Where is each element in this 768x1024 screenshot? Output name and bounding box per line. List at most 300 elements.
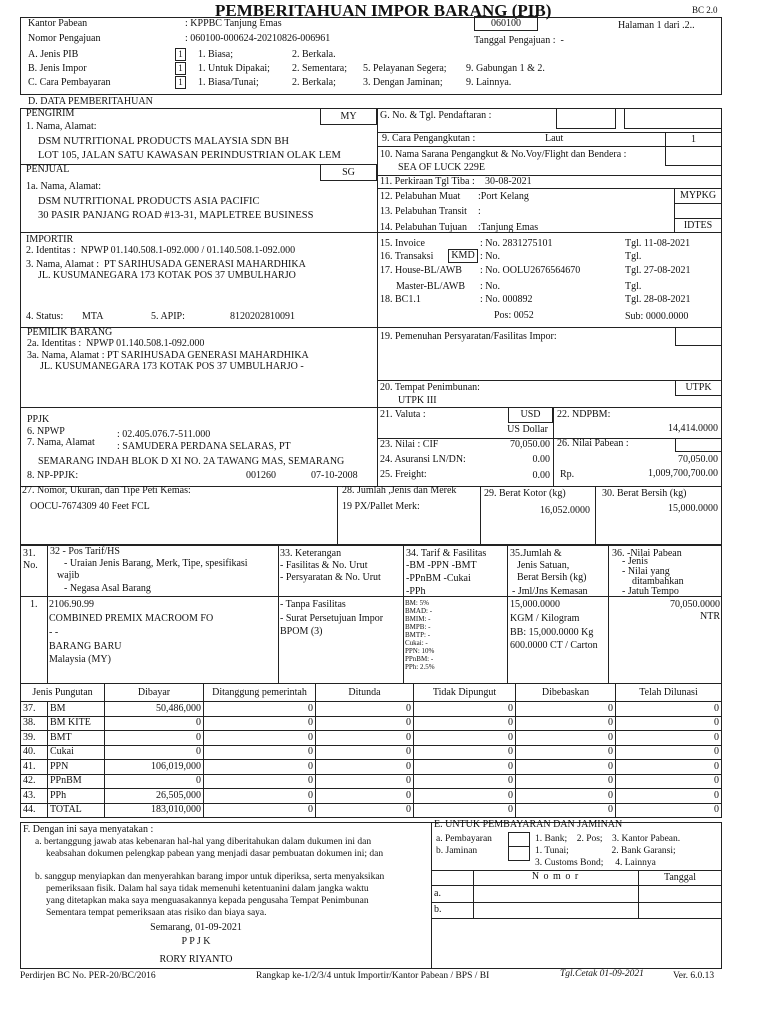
jaminan-options-2: 3. Customs Bond; 4. Lainnya <box>535 858 656 868</box>
row-number: 39. <box>21 731 48 746</box>
row-a-label: a. <box>434 888 441 899</box>
ppjk-npwp: : 02.405.076.7-511.000 <box>117 429 211 440</box>
h36: 36. -Nilai Pabean <box>612 548 682 559</box>
nomor-header: N o m o r <box>531 871 580 882</box>
f21-label: 21. Valuta : <box>380 409 426 420</box>
nomor-value: : 060100-000624-20210826-006961 <box>185 33 331 44</box>
h36: ditambahkan <box>632 576 684 587</box>
importir-id-label: 2. Identitas : <box>26 245 76 256</box>
f18-tgl: Tgl. 28-08-2021 <box>625 294 691 305</box>
jenis-pib-opt-2: 2. Berkala. <box>292 49 336 60</box>
pemilik-name-label: 3a. Nama, Alamat : <box>27 350 105 361</box>
master-tgl: Tgl. <box>625 281 642 292</box>
pungutan-name: BM <box>48 702 105 717</box>
f14-value: :Tanjung Emas <box>478 222 539 233</box>
pemilik-name-value: PT SARIHUSADA GENERASI MAHARDHIKA <box>106 350 309 361</box>
amount-cell: 0 <box>516 803 616 818</box>
cara-bayar-opt-2: 2. Berkala; <box>292 77 336 88</box>
amount-cell: 0 <box>616 774 722 789</box>
f16-code: KMD <box>448 249 478 263</box>
pengirim-address: LOT 105, JALAN SATU KAWASAN PERINDUSTRIAN OLAK LEM <box>38 150 341 161</box>
cara-bayar-opt-9: 9. Lainnya. <box>466 77 512 88</box>
f16-tgl: Tgl. <box>625 251 642 262</box>
h34: -PPh <box>406 586 426 597</box>
table-row <box>21 774 722 789</box>
f13-value: : <box>478 206 481 217</box>
column-header: Telah Dilunasi <box>616 684 722 702</box>
pemilik-id-value: NPWP 01.140.508.1-092.000 <box>86 338 205 349</box>
divider <box>337 486 338 545</box>
h36: - Jatuh Tempo <box>622 586 679 597</box>
f17-no: : No. OOLU2676564670 <box>480 265 581 276</box>
amount-cell: 0 <box>616 789 722 804</box>
h32: 32 - Pos Tarif/HS <box>50 546 120 557</box>
g-label: G. No. & Tgl. Pendaftaran : <box>380 110 492 121</box>
h33: 33. Keterangan <box>280 548 342 559</box>
penjual-label: PENJUAL <box>26 164 70 175</box>
f21-code: USD <box>508 407 553 423</box>
amount-cell: 0 <box>204 774 316 789</box>
f11-label: 11. Perkiraan Tgl Tiba : <box>380 176 475 187</box>
importir-label: IMPORTIR <box>26 234 74 245</box>
pungutan-table <box>20 683 722 818</box>
jenis-pib-opt-1: 1. Biasa; <box>198 49 233 60</box>
amount-cell: 0 <box>616 702 722 717</box>
amount-cell: 0 <box>616 760 722 775</box>
f17-label: 17. House-BL/AWB <box>380 265 462 276</box>
amount-cell: 0 <box>414 789 516 804</box>
pemilik-address: JL. KUSUMANEGARA 173 KOTAK POS 37 UMBULHARJO - <box>40 361 304 372</box>
h32: - Uraian Jenis Barang, Merk, Tipe, spesifikasi <box>64 558 248 569</box>
f23-label: 23. Nilai : CIF <box>380 439 439 450</box>
pungutan-name: PPh <box>48 789 105 804</box>
f18-label: 18. BC1.1 <box>380 294 421 305</box>
f9-value: Laut <box>545 133 564 144</box>
f18-pos: Pos: 0052 <box>494 310 534 321</box>
item-condition: BARANG BARU <box>49 641 122 652</box>
h36: - Jenis <box>622 556 648 567</box>
divider <box>377 380 722 381</box>
f-b-line: Sementara tempat pemeriksaan atas risiko dan biaya saya. <box>46 908 267 918</box>
f27-label: 27. Nomor, Ukuran, dan Tipe Peti Kemas: <box>22 485 191 496</box>
table-header-row <box>21 684 722 702</box>
item-tarif-line: PPnBM: - <box>405 655 434 663</box>
table-row <box>21 745 722 760</box>
cara-bayar-label: C. Cara Pembayaran <box>28 77 111 88</box>
pungutan-name: Cukai <box>48 745 105 760</box>
np-ppjk-date: 07-10-2008 <box>311 470 358 481</box>
item-nilai-jenis: NTR <box>700 611 720 622</box>
amount-cell: 0 <box>616 731 722 746</box>
amount-cell: 0 <box>414 803 516 818</box>
row-number: 41. <box>21 760 48 775</box>
pemilik-id <box>27 338 204 350</box>
item-tarif-line: PPN: 10% <box>405 647 435 655</box>
f14-code: IDTES <box>674 218 722 233</box>
jenis-impor-value: 1 <box>175 62 186 75</box>
h31: 31. <box>23 548 36 559</box>
amount-cell: 50,486,000 <box>105 702 204 717</box>
column-header: Ditunda <box>316 684 414 702</box>
column-header: Ditanggung pemerintah <box>204 684 316 702</box>
divider <box>47 545 48 684</box>
pemilik-label: PEMILIK BARANG <box>27 327 113 338</box>
f14-label: 14. Pelabuhan Tujuan <box>380 222 467 233</box>
f29-value: 16,052.0000 <box>540 505 590 516</box>
item-tarif-line: BM: 5% <box>405 599 429 607</box>
ppjk-name-label: 7. Nama, Alamat <box>27 437 95 448</box>
nomor-label: Nomor Pengajuan <box>28 33 101 44</box>
amount-cell: 26,505,000 <box>105 789 204 804</box>
item-tarif-line: BMTP: - <box>405 631 431 639</box>
pengirim-name-label: 1. Nama, Alamat: <box>26 121 97 132</box>
footer-print-date: Tgl.Cetak 01-09-2021 <box>560 969 644 979</box>
cara-bayar-opt-1: 1. Biasa/Tunai; <box>198 77 259 88</box>
h34: -BM -PPN -BMT <box>406 560 477 571</box>
rp-label: Rp. <box>560 469 575 480</box>
f10-label: 10. Nama Sarana Pengangkut & No.Voy/Flight dan Bendera : <box>380 149 627 160</box>
footer-copies: Rangkap ke-1/2/3/4 untuk Importir/Kantor Pabean / BPS / BI <box>256 971 490 981</box>
f21-name: US Dollar <box>507 424 548 435</box>
divider <box>595 486 596 545</box>
item-ket: - Tanpa Fasilitas <box>280 599 346 610</box>
document-title: PEMBERITAHUAN IMPOR BARANG (PIB) <box>215 1 552 20</box>
table-row <box>21 716 722 731</box>
jenis-impor-opt-5: 5. Pelayanan Segera; <box>363 63 447 74</box>
h33: - Persyaratan & No. Urut <box>280 572 381 583</box>
importir-apip: 8120202810091 <box>230 311 295 322</box>
amount-cell: 0 <box>105 774 204 789</box>
amount-cell: 0 <box>316 789 414 804</box>
divider <box>278 545 279 684</box>
jenis-impor-opt-2: 2. Sementara; <box>292 63 347 74</box>
f25-value: 0.00 <box>532 470 550 481</box>
jaminan-options-1: 1. Tunai; 2. Bank Garansi; <box>535 846 676 856</box>
row-number: 43. <box>21 789 48 804</box>
amount-cell: 0 <box>316 702 414 717</box>
amount-cell: 0 <box>316 731 414 746</box>
item-ket: BPOM (3) <box>280 626 323 637</box>
amount-cell: 0 <box>414 774 516 789</box>
f16-no: : No. <box>480 251 500 262</box>
divider <box>20 327 722 328</box>
amount-cell: 0 <box>105 716 204 731</box>
f24-value: 0.00 <box>532 454 550 465</box>
f20-code: UTPK <box>675 380 722 396</box>
importir-address: JL. KUSUMANEGARA 173 KOTAK POS 37 UMBULHARJO <box>38 270 296 281</box>
amount-cell: 0 <box>616 716 722 731</box>
tanggal-value: - <box>560 35 564 46</box>
amount-cell: 0 <box>316 760 414 775</box>
pungutan-name: PPN <box>48 760 105 775</box>
f16-label: 16. Transaksi <box>380 251 434 262</box>
h35: Berat Bersih (kg) <box>517 572 587 583</box>
jenis-pib-label: A. Jenis PIB <box>28 49 79 60</box>
master-no: : No. <box>480 281 500 292</box>
f26-label: 26. Nilai Pabean : <box>557 438 629 449</box>
pungutan-name: BM KITE <box>48 716 105 731</box>
f12-code: MYPKG <box>674 188 722 204</box>
item-no: 1. <box>30 599 38 610</box>
pendaftaran-no-box <box>556 108 616 129</box>
pungutan-name: BMT <box>48 731 105 746</box>
cara-bayar-opt-3: 3. Dengan Jaminan; <box>363 77 443 88</box>
row-number: 42. <box>21 774 48 789</box>
amount-cell: 0 <box>204 745 316 760</box>
amount-cell: 0 <box>516 745 616 760</box>
f27-value: OOCU-7674309 40 Feet FCL <box>30 501 150 512</box>
h35: - Jml/Jns Kemasan <box>512 586 588 597</box>
f12-label: 12. Pelabuhan Muat <box>380 191 461 202</box>
jenis-pib-value: 1 <box>175 48 186 61</box>
f23-value: 70,050.00 <box>510 439 550 450</box>
amount-cell: 0 <box>204 803 316 818</box>
row-number: 44. <box>21 803 48 818</box>
f-b-line: b. sanggup menyiapkan dan menyerahkan barang impor untuk diperiksa, serta menyaksikan <box>35 872 385 882</box>
pengirim-country: MY <box>320 108 377 125</box>
pengirim-label: PENGIRIM <box>26 108 75 119</box>
divider <box>431 885 722 886</box>
tanggal-header: Tanggal <box>663 872 697 883</box>
h36: - Nilai yang <box>622 566 670 577</box>
divider <box>507 545 508 684</box>
importir-id-value: NPWP 01.140.508.1-092.000 / 01.140.508.1-092.000 <box>80 245 296 256</box>
divider <box>431 822 432 969</box>
amount-cell: 0 <box>204 702 316 717</box>
e-title: E. UNTUK PEMBAYARAN DAN JAMINAN <box>434 819 623 830</box>
item-merk: - - <box>49 627 59 638</box>
table-row <box>21 731 722 746</box>
amount-cell: 0 <box>204 716 316 731</box>
importir-name-value: PT SARIHUSADA GENERASI MAHARDHIKA <box>104 259 306 270</box>
jaminan-checkbox[interactable] <box>508 846 530 861</box>
divider <box>403 545 404 684</box>
amount-cell: 0 <box>414 745 516 760</box>
f30-label: 30. Berat Bersih (kg) <box>602 488 687 499</box>
amount-cell: 0 <box>414 731 516 746</box>
kantor-name: KPPBC Tanjung Emas <box>190 18 282 29</box>
amount-cell: 0 <box>204 731 316 746</box>
kantor-value: : KPPBC Tanjung Emas <box>185 18 282 29</box>
table-row <box>21 789 722 804</box>
f24-label: 24. Asuransi LN/DN: <box>380 454 466 465</box>
f28-label: 28. Jumlah ,Jenis dan Merek <box>342 485 457 496</box>
item-kemasan: 600.0000 CT / Carton <box>510 640 598 651</box>
f11-value: 30-08-2021 <box>485 176 532 187</box>
item-tarif-line: BMPB: - <box>405 623 431 631</box>
amount-cell: 0 <box>414 760 516 775</box>
penjual-address: 30 PASIR PANJANG ROAD #13-31, MAPLETREE BUSINESS <box>38 210 314 221</box>
f15-label: 15. Invoice <box>380 238 425 249</box>
amount-cell: 106,019,000 <box>105 760 204 775</box>
row-b-label: b. <box>434 904 442 915</box>
footer-regulation: Perdirjen BC No. PER-20/BC/2016 <box>20 971 156 981</box>
item-tarif-line: PPh: 2.5% <box>405 663 435 671</box>
amount-cell: 0 <box>105 731 204 746</box>
f26-code-box <box>675 438 722 452</box>
penjual-country: SG <box>320 164 377 181</box>
table-row <box>21 760 722 775</box>
page-indicator: Halaman 1 dari .2.. <box>618 20 695 31</box>
cara-bayar-value: 1 <box>175 76 186 89</box>
f-b-line: pemeriksaan fisik. Dalam hal saya tidak memenuhi ketentuanini dalam jangka waktu <box>46 884 369 894</box>
kantor-label: Kantor Pabean <box>28 18 88 29</box>
f10-code-box <box>665 146 722 166</box>
f28-value: 19 PX/Pallet Merk: <box>342 501 420 512</box>
table-row <box>21 803 722 818</box>
penjual-name-label: 1a. Nama, Alamat: <box>26 181 101 192</box>
ppjk-name: : SAMUDERA PERDANA SELARAS, PT <box>117 441 291 452</box>
ppjk-label: PPJK <box>27 414 50 425</box>
ppjk-npwp-label: 6. NPWP <box>27 426 65 437</box>
f26-value: 70,050.00 <box>678 454 718 465</box>
amount-cell: 0 <box>414 716 516 731</box>
jenis-impor-opt-1: 1. Untuk Dipakai; <box>198 63 270 74</box>
column-header: Dibayar <box>105 684 204 702</box>
h32: - Negasa Asal Barang <box>64 583 151 594</box>
amount-cell: 0 <box>414 702 516 717</box>
e-pembayaran-label: a. Pembayaran <box>436 834 492 844</box>
table-row <box>21 702 722 717</box>
divider <box>553 407 554 486</box>
amount-cell: 0 <box>516 716 616 731</box>
signer-role: P P J K <box>181 936 211 947</box>
item-tarif-line: BMIM: - <box>405 615 431 623</box>
signer-name: RORY RIYANTO <box>159 954 233 965</box>
h35: Jenis Satuan, <box>517 560 570 571</box>
rp-value: 1,009,700,700.00 <box>648 468 718 479</box>
f15-no: : No. 2831275101 <box>480 238 553 249</box>
h35: 35.Jumlah & <box>510 548 562 559</box>
f29-label: 29. Berat Kotor (kg) <box>484 488 566 499</box>
amount-cell: 0 <box>204 789 316 804</box>
amount-cell: 0 <box>204 760 316 775</box>
f22-value: 14,414.0000 <box>668 423 718 434</box>
place-date: Semarang, 01-09-2021 <box>150 922 242 933</box>
pay-options: 1. Bank; 2. Pos; 3. Kantor Pabean. <box>535 834 681 844</box>
item-ket: - Surat Persetujuan Impor <box>280 613 384 624</box>
f-a-line: a. bertanggung jawab atas kebenaran hal-hal yang diberitahukan dalam dukumen ini dan <box>35 837 372 847</box>
f17-tgl: Tgl. 27-08-2021 <box>625 265 691 276</box>
importir-status: MTA <box>82 311 104 322</box>
amount-cell: 0 <box>316 774 414 789</box>
amount-cell: 0 <box>516 702 616 717</box>
divider <box>431 918 722 919</box>
amount-cell: 0 <box>105 745 204 760</box>
item-unit: KGM / Kilogram <box>510 613 580 624</box>
np-ppjk-label: 8. NP-PPJK: <box>27 470 79 481</box>
center-divider <box>377 108 378 486</box>
pembayaran-checkbox[interactable] <box>508 832 530 847</box>
divider <box>377 188 722 189</box>
h31: No. <box>23 560 38 571</box>
item-bb: BB: 15,000.0000 Kg <box>510 627 594 638</box>
jenis-impor-opt-9: 9. Gabungan 1 & 2. <box>466 63 545 74</box>
item-qty: 15,000.0000 <box>510 599 560 610</box>
pungutan-name: TOTAL <box>48 803 105 818</box>
divider <box>480 486 481 545</box>
pengirim-name: DSM NUTRITIONAL PRODUCTS MALAYSIA SDN BH <box>38 136 289 147</box>
amount-cell: 0 <box>516 789 616 804</box>
f20-label: 20. Tempat Penimbunan: <box>380 382 480 393</box>
divider <box>20 407 722 408</box>
f-a-line: keabsahan dokumen pelengkap pabean yang menjadi dasar pembuatan dokumen ini; dan <box>46 849 384 859</box>
jenis-impor-label: B. Jenis Impor <box>28 63 87 74</box>
amount-cell: 0 <box>316 803 414 818</box>
ppjk-address: SEMARANG INDAH BLOK D XI NO. 2A TAWANG MAS, SEMARANG <box>38 456 345 467</box>
item-tarif-line: BMAD: - <box>405 607 433 615</box>
importir-name-label: 3. Nama, Alamat : <box>26 259 100 270</box>
h34: -PPnBM -Cukai <box>406 573 471 584</box>
f19-label: 19. Pemenuhan Persyaratan/Fasilitas Impor: <box>380 331 557 342</box>
column-header: Tidak Dipungut <box>414 684 516 702</box>
f13-code-box <box>674 203 722 219</box>
h34: 34. Tarif & Fasilitas <box>406 548 487 559</box>
tanggal-label: Tanggal Pengajuan : <box>474 35 556 46</box>
amount-cell: 0 <box>616 745 722 760</box>
np-ppjk-value: 001260 <box>246 470 276 481</box>
amount-cell: 183,010,000 <box>105 803 204 818</box>
f18-no: : No. 000892 <box>480 294 533 305</box>
amount-cell: 0 <box>616 803 722 818</box>
pendaftaran-tgl-box <box>624 108 722 129</box>
f-title: F. Dengan ini saya menyatakan : <box>23 824 154 835</box>
row-number: 37. <box>21 702 48 717</box>
amount-cell: 0 <box>516 731 616 746</box>
f30-value: 15,000.0000 <box>668 503 718 514</box>
pungutan-name: PPnBM <box>48 774 105 789</box>
nomor-pengajuan: 060100-000624-20210826-006961 <box>190 33 331 44</box>
master-label: Master-BL/AWB <box>396 281 465 292</box>
f19-code-box <box>675 327 722 346</box>
pemilik-id-label: 2a. Identitas : <box>27 338 82 349</box>
importir-status-label: 4. Status: <box>26 311 64 322</box>
item-tarif-list <box>405 599 435 671</box>
f10-value: SEA OF LUCK 229E <box>398 162 485 173</box>
item-name: COMBINED PREMIX MACROOM FO <box>49 613 214 624</box>
kantor-code: 060100 <box>474 16 538 31</box>
f13-label: 13. Pelabuhan Transit <box>380 206 467 217</box>
f15-tgl: Tgl. 11-08-2021 <box>625 238 691 249</box>
amount-cell: 0 <box>516 760 616 775</box>
tanggal-pengajuan <box>474 35 564 47</box>
penjual-name: DSM NUTRITIONAL PRODUCTS ASIA PACIFIC <box>38 196 260 207</box>
f9-code: 1 <box>665 132 722 147</box>
footer-version: Ver. 6.0.13 <box>673 971 715 981</box>
amount-cell: 0 <box>316 745 414 760</box>
amount-cell: 0 <box>516 774 616 789</box>
amount-cell: 0 <box>316 716 414 731</box>
section-d-title: D. DATA PEMBERITAHUAN <box>28 96 153 107</box>
h33: - Fasilitas & No. Urut <box>280 560 368 571</box>
row-number: 38. <box>21 716 48 731</box>
f18-sub: Sub: 0000.0000 <box>625 311 689 322</box>
e-jaminan-label: b. Jaminan <box>436 846 478 856</box>
divider <box>608 545 609 684</box>
f25-label: 25. Freight: <box>380 469 427 480</box>
item-tarif-line: Cukai: - <box>405 639 428 647</box>
item-origin: Malaysia (MY) <box>49 654 111 665</box>
divider <box>20 232 722 233</box>
importir-id <box>26 245 295 257</box>
f-b-line: yang ditetapkan maka saya menguasakannya kepada pengusaha Tempat Penimbunan <box>46 896 369 906</box>
importir-apip-label: 5. APIP: <box>151 311 185 322</box>
column-header: Jenis Pungutan <box>21 684 105 702</box>
divider <box>20 596 722 597</box>
column-header: Dibebaskan <box>516 684 616 702</box>
divider <box>431 902 722 903</box>
item-nilai: 70,050.0000 <box>670 599 720 610</box>
